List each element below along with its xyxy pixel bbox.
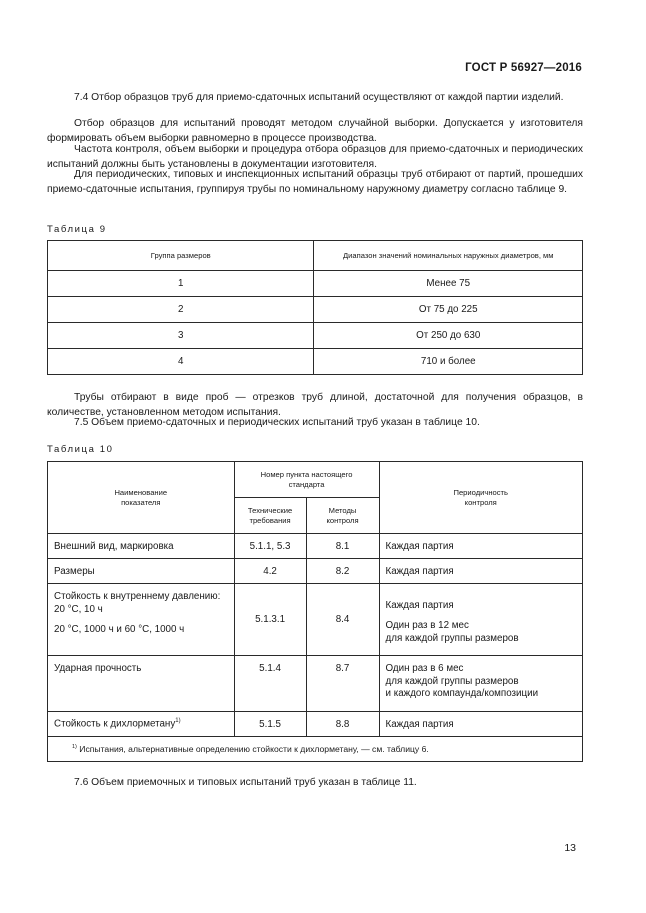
table10-cell-tech-req: 5.1.5 <box>234 712 306 737</box>
table9-cell-range: Менее 75 <box>314 271 583 297</box>
table-row <box>48 712 583 737</box>
table-row <box>48 297 583 323</box>
table-row <box>48 534 583 559</box>
table9-header-size-group: Группа размеров <box>48 241 314 271</box>
footnote-ref: 1) <box>175 718 181 725</box>
page-number: 13 <box>564 842 576 854</box>
paragraph-7-6: 7.6 Объем приемочных и типовых испытаний труб указан в таблице 11. <box>74 777 417 788</box>
table10-cell-indicator <box>48 584 235 656</box>
table10-cell-tech-req: 5.1.4 <box>234 656 306 712</box>
paragraph-7-4: 7.4 Отбор образцов труб для приемо-сдаточных испытаний осуществляют от каждой партии изделий. <box>74 92 564 103</box>
table-row <box>48 349 583 375</box>
table10-cell-indicator: Внешний вид, маркировка <box>48 534 235 559</box>
table-row <box>48 323 583 349</box>
table-row <box>48 656 583 712</box>
table10-cell-tech-req: 4.2 <box>234 559 306 584</box>
table10-cell-indicator: Размеры <box>48 559 235 584</box>
table10-footnote: $^{1)}$ Испытания, альтернативные определению стойкости к дихлорметану, — см. таблицу 6. <box>48 737 583 762</box>
table10-header-clause-number: Номер пункта настоящего стандарта <box>234 462 379 498</box>
pressure-title: Стойкость к внутреннему давлению: <box>54 591 221 602</box>
table9-cell-group: 1 <box>48 271 314 297</box>
table9-cell-group: 3 <box>48 323 314 349</box>
periodicity-line-2: Один раз в 12 мес <box>385 620 469 632</box>
periodicity-line-2: для каждой группы размеров <box>385 675 519 687</box>
table10-header-periodicity: Периодичность контроля <box>379 462 582 534</box>
table10-header-indicator: Наименование показателя <box>48 462 235 534</box>
paragraph-periodic-tests: Для периодических, типовых и инспекционных испытаний образцы труб отбирают от партий, прошедших приемо-сдаточные испытания, группируя трубы по номинальному наружному диаметру согласно таблице 9. <box>47 169 583 195</box>
paragraph-sampling-method: Отбор образцов для испытаний проводят методом случайной выборки. Допускается у изготовителя формировать объем выборки равномерно в процессе производства. <box>47 118 583 144</box>
table10-cell-method: 8.4 <box>306 584 379 656</box>
table-row <box>48 559 583 584</box>
paragraph-7-5: 7.5 Объем приемо-сдаточных и периодических испытаний труб указан в таблице 10. <box>74 417 480 428</box>
periodicity-line-1: Один раз в 6 мес <box>385 663 464 674</box>
periodicity-line-1: Каждая партия <box>385 599 454 611</box>
paragraph-control-frequency: Частота контроля, объем выборки и процедура отбора образцов для приемо-сдаточных и периодических испытаний должны быть установлены в документации изготовителя. <box>47 144 583 170</box>
table9-cell-range: От 250 до 630 <box>314 323 583 349</box>
table10-cell-indicator: Стойкость к дихлорметану$^{1)}$ <box>48 712 235 737</box>
table10-cell-periodicity: Каждая партия <box>379 559 582 584</box>
table-9 <box>47 240 583 375</box>
table10-cell-tech-req: 5.1.3.1 <box>234 584 306 656</box>
table9-cell-group: 2 <box>48 297 314 323</box>
table10-cell-periodicity: Каждая партия <box>379 534 582 559</box>
pressure-condition-1: 20 °С, 10 ч <box>54 603 103 615</box>
table10-header-test-methods: Методы контроля <box>306 498 379 534</box>
table10-cell-method: 8.8 <box>306 712 379 737</box>
table10-header-tech-requirements: Технические требования <box>234 498 306 534</box>
table10-cell-method: 8.7 <box>306 656 379 712</box>
table10-cell-indicator: Ударная прочность <box>48 656 235 712</box>
document-code: ГОСТ Р 56927—2016 <box>465 62 582 74</box>
pressure-condition-2: 20 °С, 1000 ч и 60 °С, 1000 ч <box>54 624 185 635</box>
table9-caption: Таблица 9 <box>47 224 107 235</box>
table10-cell-tech-req: 5.1.1, 5.3 <box>234 534 306 559</box>
periodicity-line-3: для каждой группы размеров <box>385 632 519 644</box>
footnote-mark: 1) <box>72 744 77 751</box>
table10-cell-method: 8.1 <box>306 534 379 559</box>
table9-cell-range: От 75 до 225 <box>314 297 583 323</box>
table-row <box>48 271 583 297</box>
table9-cell-group: 4 <box>48 349 314 375</box>
periodicity-line-3: и каждого компаунда/композиции <box>385 688 539 699</box>
table10-cell-periodicity: Каждая партия <box>379 712 582 737</box>
table9-cell-range: 710 и более <box>314 349 583 375</box>
table10-cell-periodicity <box>379 656 582 712</box>
table-10 <box>47 461 583 762</box>
table-row <box>48 584 583 656</box>
table10-cell-method: 8.2 <box>306 559 379 584</box>
table9-header-diameter-range: Диапазон значений номинальных наружных диаметров, мм <box>314 241 583 271</box>
table10-caption: Таблица 10 <box>47 444 114 455</box>
table10-cell-periodicity <box>379 584 582 656</box>
paragraph-samples: Трубы отбирают в виде проб — отрезков труб длиной, достаточной для получения образцов, в количестве, установленном методом испытания. <box>47 392 583 418</box>
